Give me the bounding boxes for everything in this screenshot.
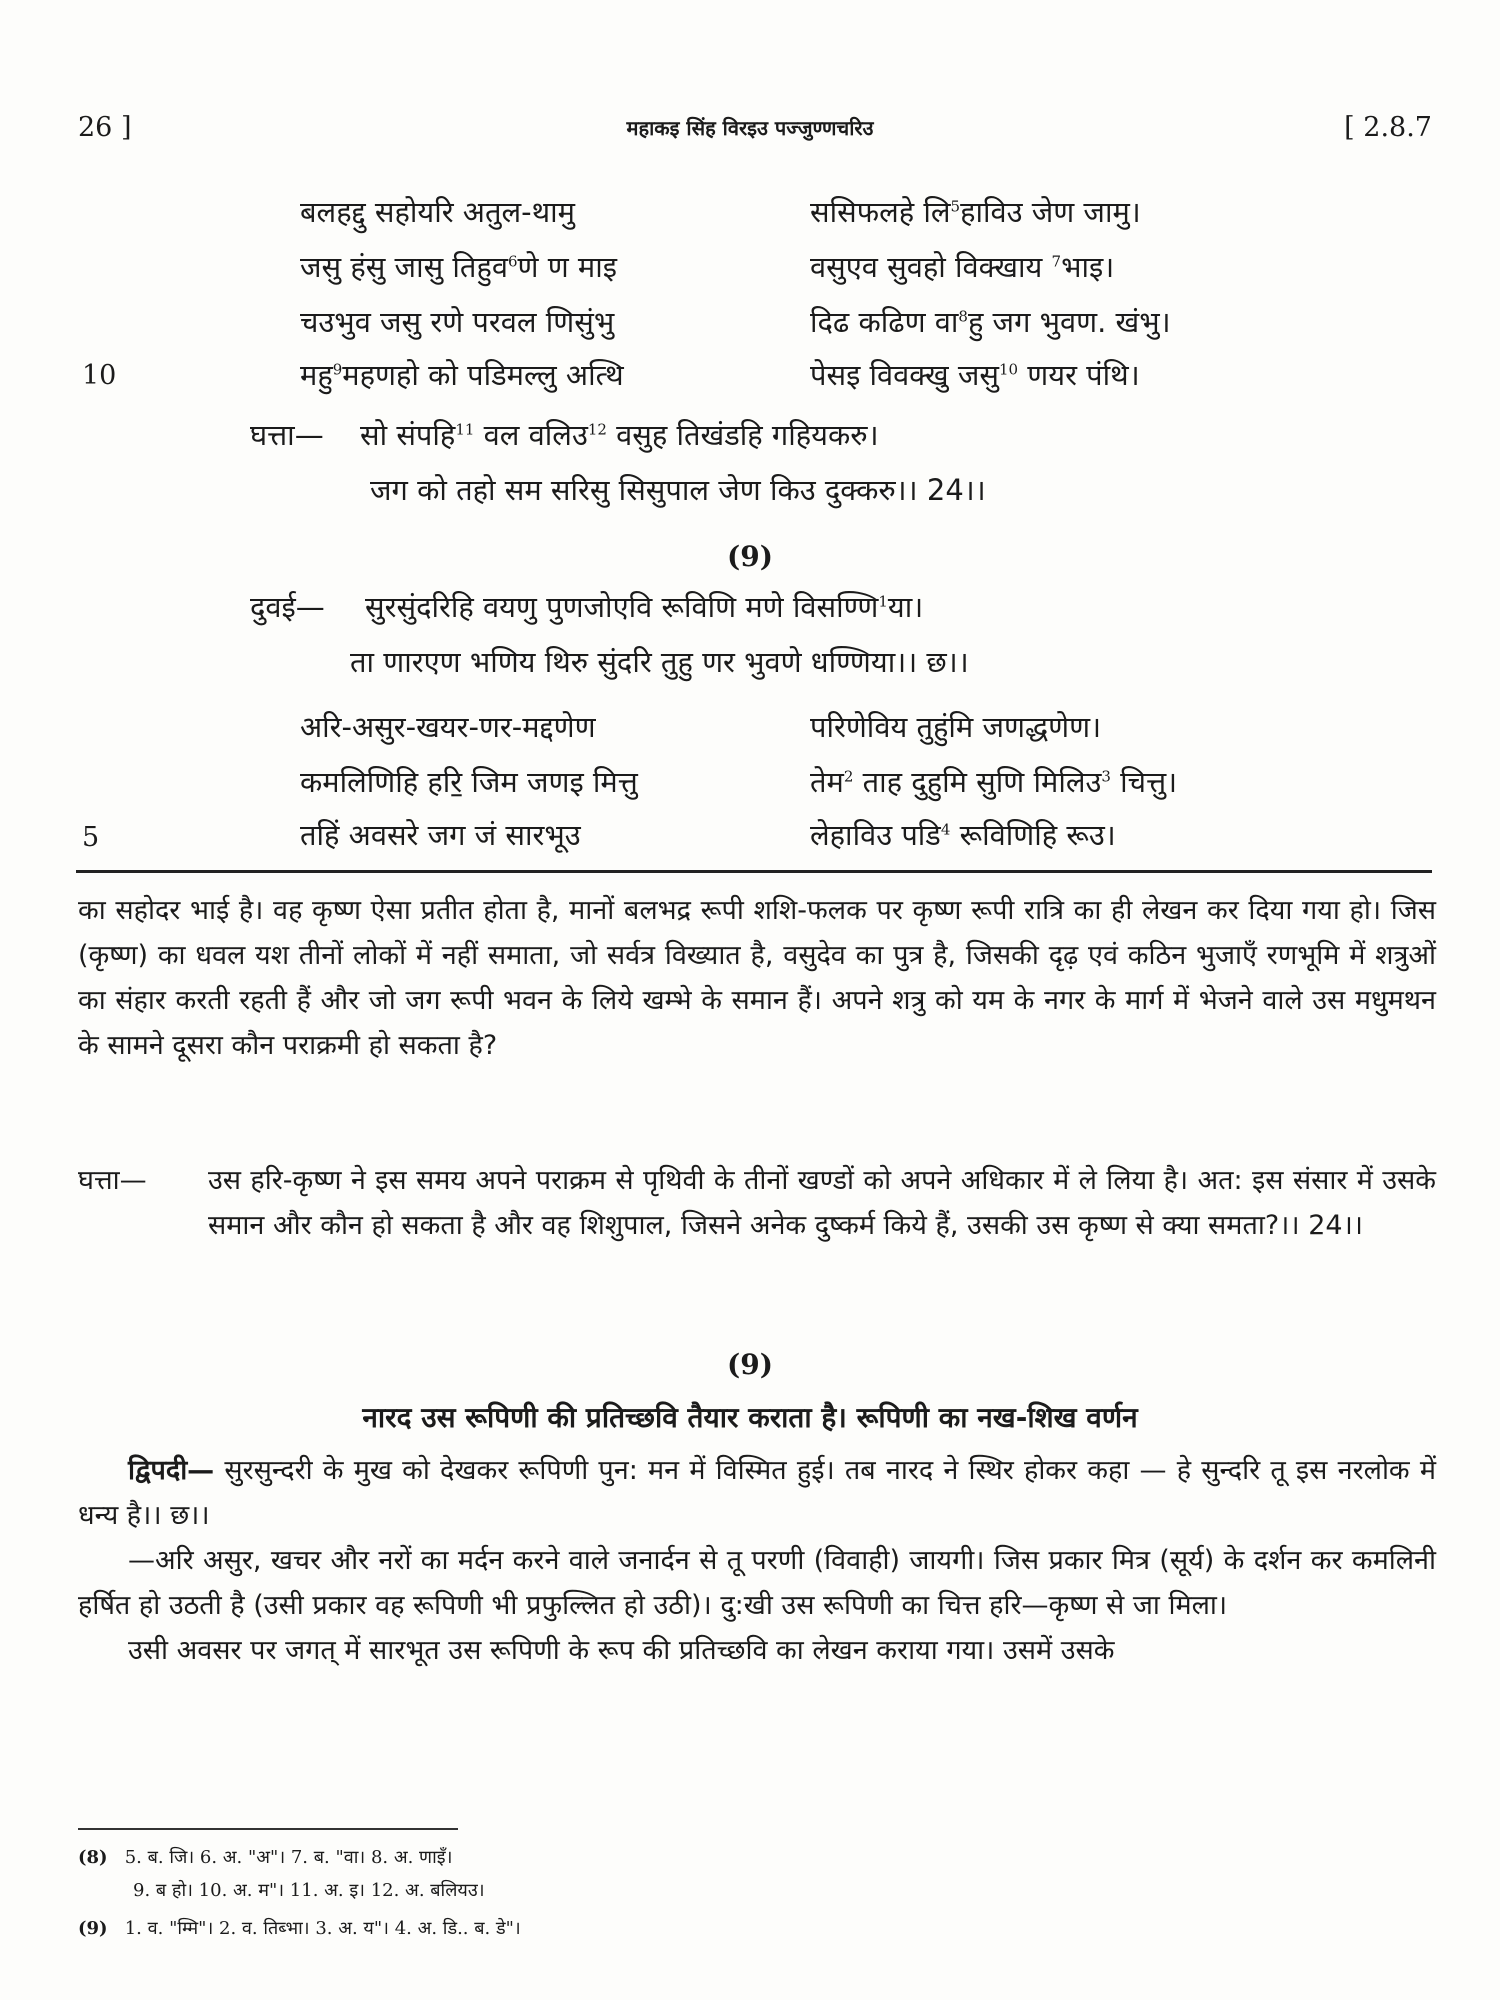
duvai-line: ता णारएण भणिय थिरु सुंदरि तुहु णर भुवणे धण्णिया।। छ।। xyxy=(350,645,969,679)
line-number: 10 xyxy=(82,360,117,391)
verse-line-left: कमलिणिहि हरि॒ जिम जणइ मित्तु xyxy=(300,765,638,799)
duvai-line: सुरसुंदरिहि वयणु पुणजोएवि रूविणि मणे विसण्णि$^1$या। xyxy=(365,590,924,624)
verse-line-left: महु$^9$महणहो को पडिमल्लु अत्थि xyxy=(300,358,624,392)
verse-reference: [ 2.8.7 xyxy=(1344,112,1432,143)
verse-line-right: परिणेविय तुहुंमि जणद्धणेण। xyxy=(810,710,1102,744)
footnote-8-cont: 9. ब हो। 10. अ. म"। 11. अ. इ। 12. अ. बलियउ। xyxy=(133,1880,485,1901)
verse-line-right: लेहाविउ पडि$^4$ रूविणिहि रूउ। xyxy=(810,818,1116,852)
footnote-rule xyxy=(78,1828,458,1830)
translation-paragraph: का सहोदर भाई है। वह कृष्ण ऐसा प्रतीत होता है, मानों बलभद्र रूपी शशि-फलक पर कृष्ण रूपी रात्रि का ही लेखन कर दिया गया हो। जिस (कृष्ण) का धवल यश तीनों लोकों में नहीं समाता, जो सर्वत्र विख्यात है, वसुदेव का पुत्र है, जिसकी दृढ़ एवं कठिन भुजाएँ रणभूमि में शत्रुओं का संहार करती रहती हैं और जो जग रूपी भवन के लिये खम्भे के समान हैं। अपने शत्रु को यम के नगर के मार्ग में भेजने वाले उस मधुमथन के सामने दूसरा कौन पराक्रमी हो सकता है? xyxy=(78,895,1436,1061)
section-divider xyxy=(76,870,1432,873)
ghatta-line: सो संपहि$^{11}$ वल वलिउ$^{12}$ वसुह तिखंडहि गहियकरु। xyxy=(360,418,879,452)
ghatta-label: घत्ता— xyxy=(250,418,324,452)
page-number: 26 ] xyxy=(78,112,132,143)
footnote-9: (9) 1. व. "म्मि"। 2. व. तिब्भा। 3. अ. य"। 4. अ. डि.. ब. डे"। xyxy=(78,1918,521,1939)
section-heading: नारद उस रूपिणी की प्रतिच्छवि तैयार कराता है। रूपिणी का नख-शिख वर्णन xyxy=(362,1401,1138,1434)
verse-line-right: दिढ कढिण वा$^8$हु जग भुवण. खंभु। xyxy=(810,305,1171,339)
verse-line-right: पेसइ विवक्खु जसु$^{10}$ णयर पंथि। xyxy=(810,358,1140,392)
ghatta-text: उस हरि-कृष्ण ने इस समय अपने पराक्रम से पृथिवी के तीनों खण्डों को अपने अधिकार में ले लिया है। अत: इस संसार में उसके समान और कौन हो सकता है और वह शिशुपाल, जिसने अनेक दुष्कर्म किये हैं, उसकी उस कृष्ण से क्या समता?।। 24।। xyxy=(208,1165,1436,1241)
ghatta-label: घत्ता— xyxy=(78,1165,147,1196)
verse-line-right: तेम$^2$ ताह दुहुमि सुणि मिलिउ$^3$ चित्तु। xyxy=(810,765,1178,799)
translation-ghatta xyxy=(78,1158,1436,1248)
section-number: (9) xyxy=(727,1348,773,1381)
verse-line-left: चउभुव जसु रणे परवल णिसुंभु xyxy=(300,305,615,339)
verse-line-left: तहिं अवसरे जग जं सारभूउ xyxy=(300,818,581,852)
section-number: (9) xyxy=(727,540,773,573)
footnote-8: (8) 5. ब. जि। 6. अ. "अ"। 7. ब. "वा। 8. अ. णाइँ। xyxy=(78,1847,453,1868)
verse-line-right: वसुएव सुवहो विक्खाय $^7$भाइ। xyxy=(810,250,1115,284)
ghatta-line: जग को तहो सम सरिसु सिसुपाल जेण किउ दुक्करु।। 24।। xyxy=(370,473,986,507)
running-title: महाकइ सिंह विरइउ पज्जुण्णचरिउ xyxy=(626,116,874,140)
verse-line-left: बलहद्दु सहोयरि अतुल-थामु xyxy=(300,195,575,229)
verse-line-left: जसु हंसु जासु तिहुव$^6$णे ण माइ xyxy=(300,250,617,284)
translation-paragraph: द्विपदी— सुरसुन्दरी के मुख को देखकर रूपिणी पुन: मन में विस्मित हुई। तब नारद ने स्थिर होकर कहा — हे सुन्दरि तू इस नरलोक में धन्य है।। छ।। —अरि असुर, खचर और नरों का मर्दन करने वाले जनार्दन से तू परणी (विवाही) जायगी। जिस प्रकार मित्र (सूर्य) के दर्शन कर कमलिनी हर्षित हो उठती है (उसी प्रकार वह रूपिणी भी प्रफुल्लित हो उठी)। दु:खी उस रूपिणी का चित्त हरि—कृष्ण से जा मिला। उसी अवसर पर जगत् में सारभूत उस रूपिणी के रूप की प्रतिच्छवि का लेखन कराया गया। उसमें उसके xyxy=(78,1455,1436,1666)
line-number: 5 xyxy=(82,822,100,853)
verse-line-right: ससिफलहे लि$^5$हाविउ जेण जामु। xyxy=(810,195,1141,229)
verse-line-left: अरि-असुर-खयर-णर-मद्दणेण xyxy=(300,710,596,744)
duvai-label: दुवई— xyxy=(250,590,325,624)
